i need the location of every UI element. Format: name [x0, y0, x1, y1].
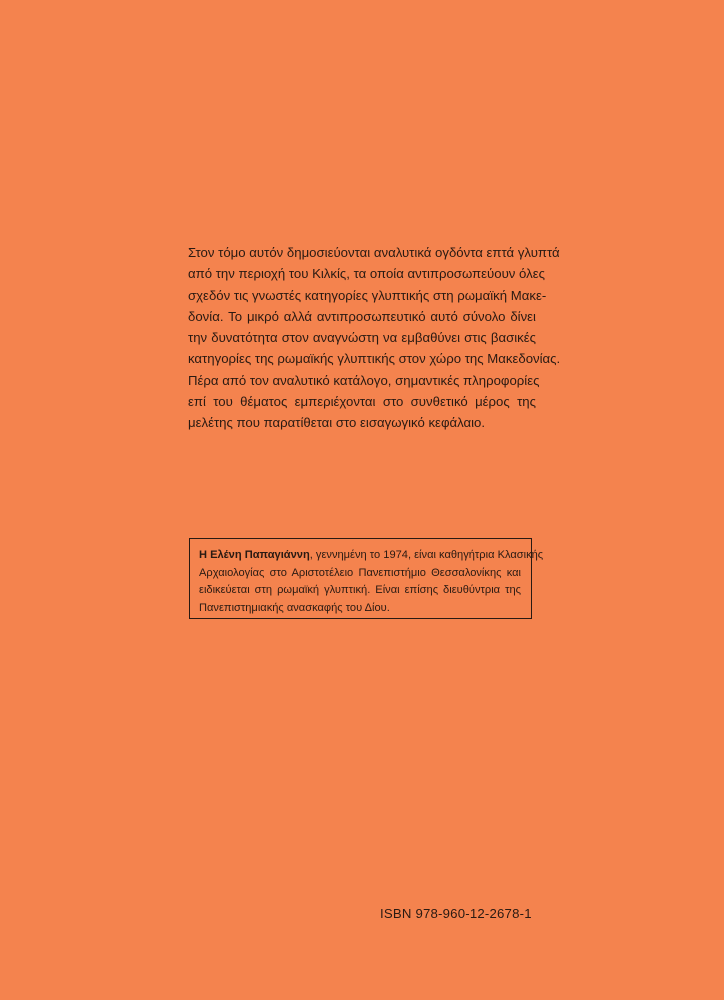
description-line: σχεδόν τις γνωστές κατηγορίες γλυπτικής στη ρωμαϊκή Μακε- — [188, 287, 547, 303]
author-bio-box — [189, 538, 544, 619]
description-line: την δυνατότητα στον αναγνώστη να εμβαθύνει στις βασικές — [188, 330, 536, 346]
isbn-number: ISBN 978-960-12-2678-1 — [380, 906, 532, 921]
description-line: κατηγορίες της ρωμαϊκής γλυπτικής στον χώρο της Μακεδονίας. — [188, 351, 561, 367]
author-bio-line: Πανεπιστημιακής ανασκαφής του Δίου. — [199, 601, 390, 614]
description-line: Πέρα από τον αναλυτικό κατάλογο, σημαντικές πληροφορίες — [188, 372, 540, 388]
description-line: δονία. Το μικρό αλλά αντιπροσωπευτικό αυτό σύνολο δίνει — [188, 308, 536, 324]
author-name: Η Ελένη Παπαγιάννη — [199, 549, 310, 561]
author-bio-line: Αρχαιολογίας στο Αριστοτέλειο Πανεπιστήμιο Θεσσαλονίκης και — [199, 566, 521, 579]
description-line: μελέτης που παρατίθεται στο εισαγωγικό κεφάλαιο. — [188, 415, 486, 431]
author-bio-line — [199, 547, 544, 565]
description-line: Στον τόμο αυτόν δημοσιεύονται αναλυτικά ογδόντα επτά γλυπτά — [188, 245, 560, 260]
author-bio-line: ειδικεύεται στη ρωμαϊκή γλυπτική. Είναι επίσης διευθύντρια της — [199, 584, 521, 597]
description-line: επί του θέματος εμπεριέχονται στο συνθετικό μέρος της — [188, 394, 536, 410]
author-bio-text: , γεννημένη το 1974, είναι καθηγήτρια Κλασικής — [309, 549, 544, 561]
description-line: από την περιοχή του Κιλκίς, τα οποία αντιπροσωπεύουν όλες — [188, 266, 545, 282]
book-description — [188, 242, 561, 434]
